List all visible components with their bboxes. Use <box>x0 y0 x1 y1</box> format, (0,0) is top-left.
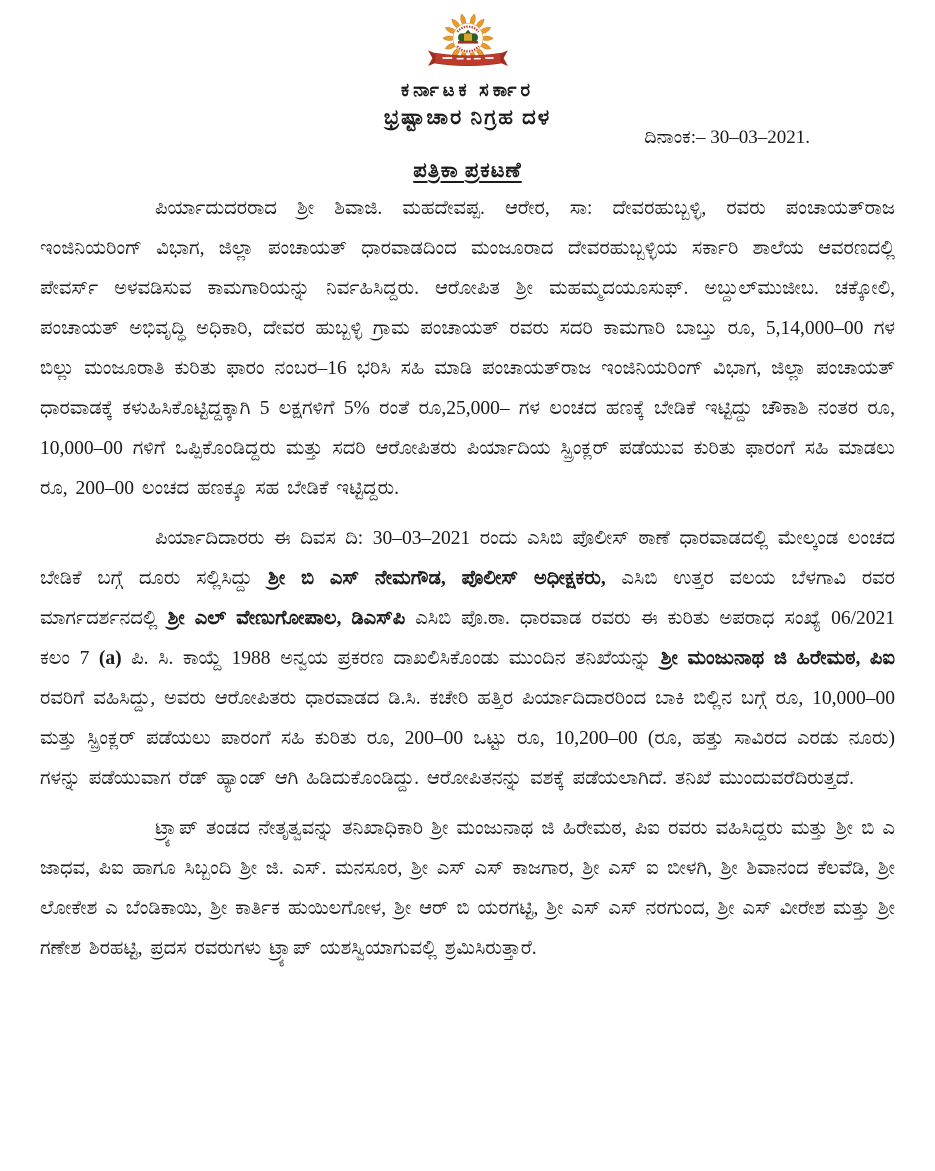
paragraph-3 <box>40 809 895 969</box>
body-text: ರವರಿಗೆ ವಹಿಸಿದ್ದು, ಅವರು ಆರೋಪಿತರು ಧಾರವಾಡದ ಡಿ.ಸಿ. ಕಚೇರಿ ಹತ್ತಿರ ಪಿರ್ಯಾದಿದಾರರಿಂದ ಬಾಕಿ ಬಿಲ್ಲಿನ ಬಗ್ಗೆ ರೂ, 10,000–00 ಮತ್ತು ಸ್ಪ್ರಿಂಕ್ಲರ್ ಪಡೆಯಲು ಪಾರಂಗೆ ಸಹಿ ಕುರಿತು ರೂ, 200–00 ಒಟ್ಟು ರೂ, 10,200–00 (ರೂ, ಹತ್ತು ಸಾವಿರದ ಎರಡು ನೂರು) ಗಳನ್ನು ಪಡೆಯುವಾಗ ರೆಡ್ ಹ್ಯಾಂಡ್ ಆಗಿ ಹಿಡಿದುಕೊಂಡಿದ್ದು. ಆರೋಪಿತನನ್ನು ವಶಕ್ಕೆ ಪಡೆಯಲಾಗಿದೆ. ತನಿಖೆ ಮುಂದುವರೆದಿರುತ್ತದೆ. <box>40 688 895 789</box>
body-text: ಪಿ. ಸಿ. ಕಾಯ್ದೆ 1988 ಅನ್ವಯ ಪ್ರಕರಣ ದಾಖಲಿಸಿಕೊಂಡು ಮುಂದಿನ ತನಿಖೆಯನ್ನು <box>121 648 661 669</box>
body-text: ಪಿರ್ಯಾದಿದಾರರು ಈ ದಿವಸ ದಿ: 30–03–2021 ರಂದು ಎಸಿಬಿ ಪೊಲೀಸ್ ಠಾಣೆ ಧಾರವಾಡದಲ್ಲಿ ಮೇಲ್ಕಂಡ ಲಂಚದ ಬೇಡಿಕೆ ಬಗ್ಗೆ ದೂರು ಸಲ್ಲಿಸಿದ್ದು <box>40 528 895 589</box>
document-body <box>40 189 895 969</box>
paragraph-1 <box>40 189 895 509</box>
body-text: ಎಸಿಬಿ ಪೊ.ಠಾ. ಧಾರವಾಡ ರವರು ಈ ಕುರಿತು ಅಪರಾಧ ಸಂಖ್ಯೆ 06/2021 ಕಲಂ 7 <box>40 608 895 669</box>
body-text: ಪಿರ್ಯಾದುದರರಾದ ಶ್ರೀ ಶಿವಾಜಿ. ಮಹದೇವಪ್ಪ. ಆರೇರ, ಸಾ: ದೇವರಹುಬ್ಬಳ್ಳಿ, ರವರು ಪಂಚಾಯತ್‌ರಾಜ ಇಂಜಿನಿಯರಿಂಗ್ ವಿಭಾಗ, ಜಿಲ್ಲಾ ಪಂಚಾಯತ್ ಧಾರವಾಡದಿಂದ ಮಂಜೂರಾದ ದೇವರಹುಬ್ಬಳ್ಳಿಯ ಸರ್ಕಾರಿ ಶಾಲೆಯ ಆವರಣದಲ್ಲಿ ಪೇವರ್ಸ್ ಅಳವಡಿಸುವ ಕಾಮಗಾರಿಯನ್ನು ನಿರ್ವಹಿಸಿದ್ದರು. ಆರೋಪಿತ ಶ್ರೀ ಮಹಮ್ಮದಯೂಸುಫ್. ಅಬ್ದುಲ್‌ಮುಜೀಬ. ಚಕ್ಕೋಲಿ, ಪಂಚಾಯತ್ ಅಭಿವೃದ್ಧಿ ಅಧಿಕಾರಿ, ದೇವರ ಹುಬ್ಬಳ್ಳಿ ಗ್ರಾಮ ಪಂಚಾಯತ್ ರವರು ಸದರಿ ಕಾಮಗಾರಿ ಬಾಬ್ತು ರೂ, 5,14,000–00 ಗಳ ಬಿಲ್ಲು ಮಂಜೂರಾತಿ ಕುರಿತು ಫಾರಂ ನಂಬರ–16 ಭರಿಸಿ ಸಹಿ ಮಾಡಿ ಪಂಚಾಯತ್‌ರಾಜ ಇಂಜಿನಿಯರಿಂಗ್ ವಿಭಾಗ, ಜಿಲ್ಲಾ ಪಂಚಾಯತ್ ಧಾರವಾಡಕ್ಕೆ ಕಳುಹಿಸಿಕೊಟ್ಟಿದ್ದಕ್ಕಾಗಿ 5 ಲಕ್ಷಗಳಿಗೆ 5% ರಂತೆ ರೂ,25,000– ಗಳ ಲಂಚದ ಹಣಕ್ಕೆ ಬೇಡಿಕೆ ಇಟ್ಟಿದ್ದು ಚೌಕಾಶಿ ನಂತರ ರೂ, 10,000–00 ಗಳಿಗೆ ಒಪ್ಪಿಕೊಂಡಿದ್ದರು ಮತ್ತು ಸದರಿ ಆರೋಪಿತರು ಪಿರ್ಯಾದಿಯ ಸ್ಪ್ರಿಂಕ್ಲರ್ ಪಡೆಯುವ ಕುರಿತು ಫಾರಂಗೆ ಸಹಿ ಮಾಡಲು ರೂ, 200–00 ಲಂಚದ ಹಣಕ್ಕೂ ಸಹ ಬೇಡಿಕೆ ಇಟ್ಟಿದ್ದರು. <box>40 198 895 499</box>
body-text: ಎಸಿಬಿ ಉತ್ತರ ವಲಯ ಬೆಳಗಾವಿ ರವರ ಮಾರ್ಗದರ್ಶನದಲ್ಲಿ <box>40 568 895 629</box>
karnataka-acb-emblem-icon <box>425 14 511 71</box>
emphasized-name-text: ಶ್ರೀ ಬಿ ಎಸ್ ನೇಮಗೌಡ, ಪೊಲೀಸ್ ಅಧೀಕ್ಷಕರು, <box>268 568 606 589</box>
paragraph-2 <box>40 519 895 799</box>
document-title: ಪತ್ರಿಕಾ ಪ್ರಕಟಣೆ <box>413 158 522 182</box>
document-header <box>40 14 895 130</box>
government-name: ಕರ್ನಾಟಕ ಸರ್ಕಾರ <box>401 80 534 100</box>
emphasized-name-text: (a) <box>98 648 122 669</box>
body-text: ಟ್ರ್ಯಾಪ್ ತಂಡದ ನೇತೃತ್ವವನ್ನು ತನಿಖಾಧಿಕಾರಿ ಶ್ರೀ ಮಂಜುನಾಥ ಜಿ ಹಿರೇಮಠ, ಪಿಐ ರವರು ವಹಿಸಿದ್ದರು ಮತ್ತು ಶ್ರೀ ಬಿ ಎ ಜಾಧವ, ಪಿಐ ಹಾಗೂ ಸಿಬ್ಬಂದಿ ಶ್ರೀ ಜಿ. ಎಸ್. ಮನಸೂರ, ಶ್ರೀ ಎಸ್ ಎಸ್ ಕಾಜಗಾರ, ಶ್ರೀ ಎಸ್ ಐ ಬೀಳಗಿ, ಶ್ರೀ ಶಿವಾನಂದ ಕೆಲವೆಡಿ, ಶ್ರೀ ಲೋಕೇಶ ಎ ಬೆಂಡಿಕಾಯಿ, ಶ್ರೀ ಕಾರ್ತಿಕ ಹುಯಿಲಗೋಳ, ಶ್ರೀ ಆರ್ ಬಿ ಯರಗಟ್ಟಿ, ಶ್ರೀ ಎಸ್ ಎಸ್ ನರಗುಂದ, ಶ್ರೀ ಎಸ್ ವೀರೇಶ ಮತ್ತು ಶ್ರೀ ಗಣೇಶ ಶಿರಹಟ್ಟಿ, ಪ್ರದಸ ರವರುಗಳು ಟ್ರ್ಯಾಪ್ ಯಶಸ್ವಿಯಾಗುವಲ್ಲಿ ಶ್ರಮಿಸಿರುತ್ತಾರೆ. <box>40 818 895 959</box>
emphasized-name-text: ಶ್ರೀ ಎಲ್ ವೇಣುಗೋಪಾಲ, ಡಿಎಸ್‌ಪಿ <box>167 608 406 629</box>
emphasized-name-text: ಶ್ರೀ ಮಂಜುನಾಥ ಜಿ ಹಿರೇಮಠ, ಪಿಐ <box>660 648 895 669</box>
document-date: ದಿನಾಂಕ:– 30–03–2021. <box>644 127 810 148</box>
department-name: ಭ್ರಷ್ಟಾಚಾರ ನಿಗ್ರಹ ದಳ <box>383 105 552 129</box>
